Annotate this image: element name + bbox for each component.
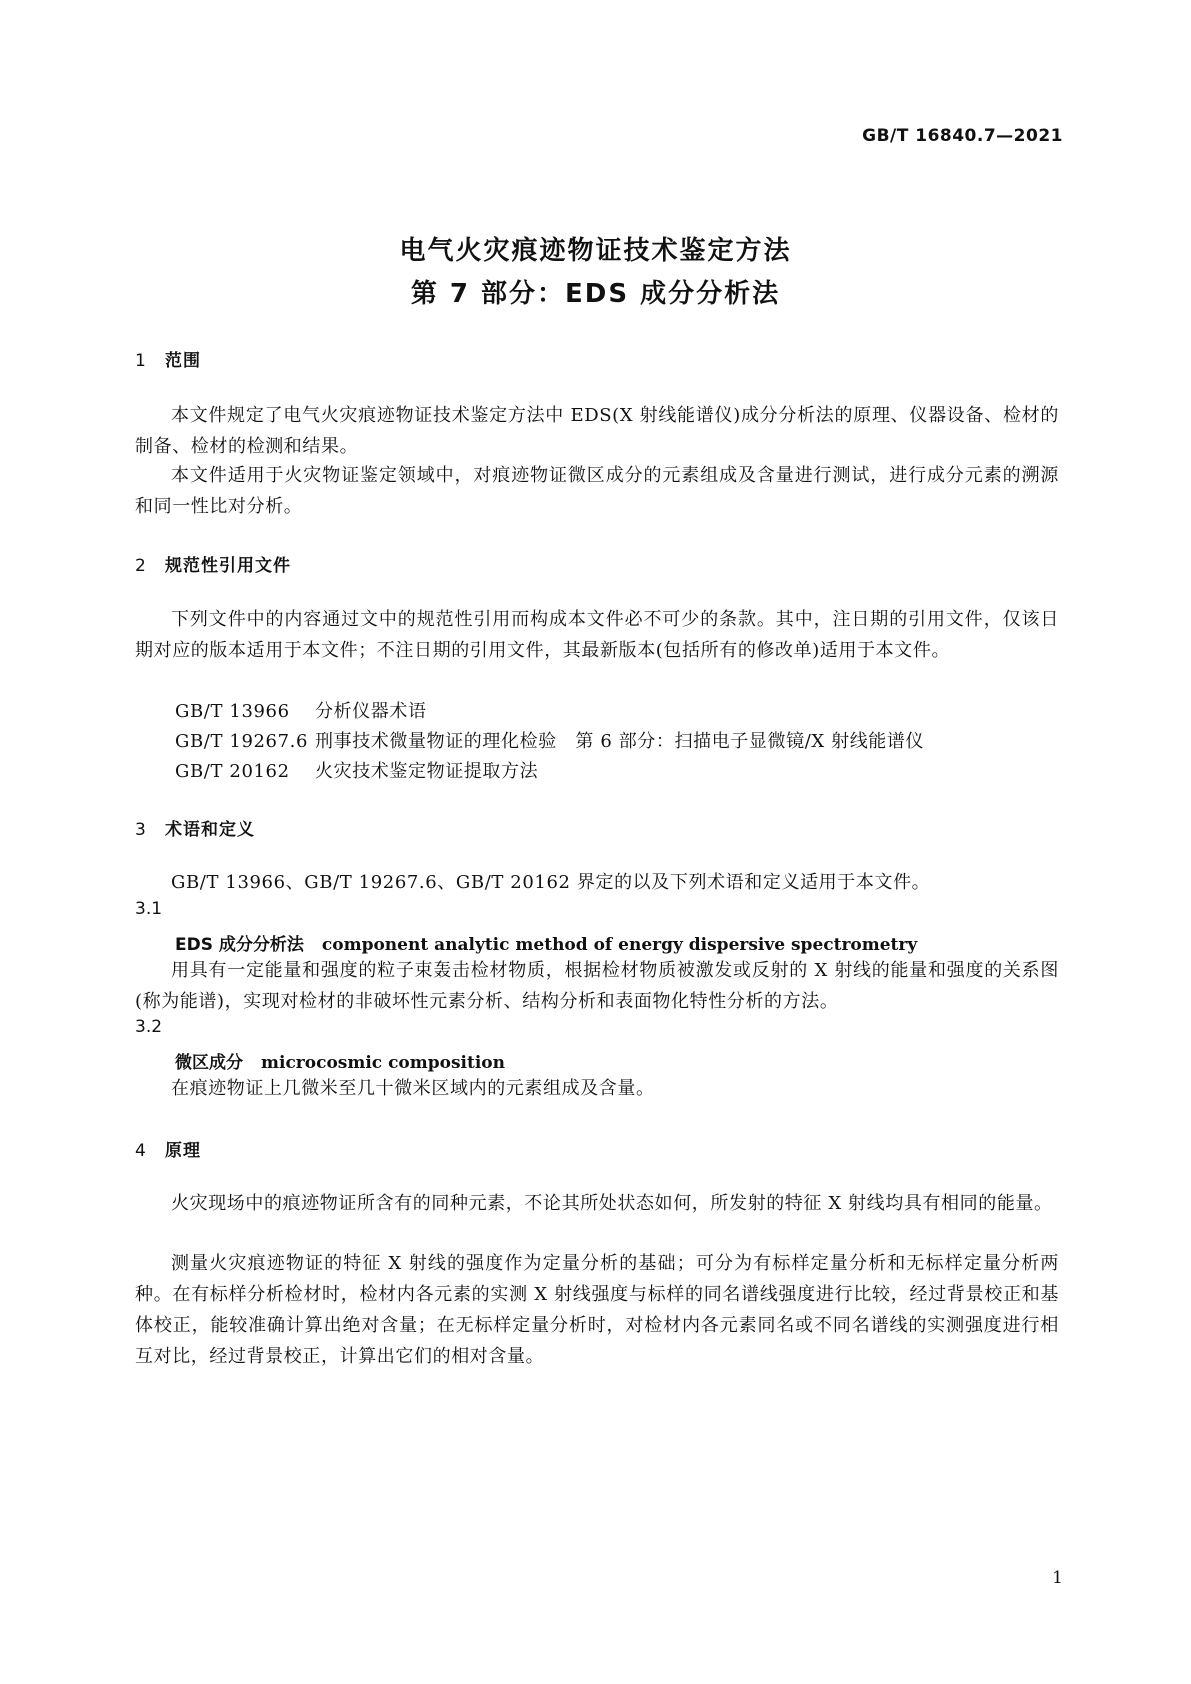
section-1-heading [135, 346, 201, 371]
section-4-heading [135, 1136, 201, 1161]
reference-code: GB/T 20162 [175, 761, 290, 782]
term-english: microcosmic composition [261, 1053, 506, 1073]
section-4-title: 原理 [165, 1141, 201, 1161]
document-title-line2: 第 7 部分：EDS 成分分析法 [410, 279, 781, 309]
term-definition: 在痕迹物证上几微米至几十微米区域内的元素组成及含量。 [171, 1078, 655, 1099]
reference-code: GB/T 13966 [175, 701, 290, 722]
term-definition: 用具有一定能量和强度的粒子束轰击检材物质，根据检材物质被激发或反射的 X 射线的能量和强度的关系图(称为能谱)，实现对检材的非破坏性元素分析、结构分析和表面物化特性分析的方法。 [135, 960, 1059, 1012]
term-english: component analytic method of energy dispersive spectrometry [321, 935, 918, 955]
reference-title: 分析仪器术语 [315, 701, 427, 722]
term-heading [175, 930, 917, 955]
term-heading [175, 1048, 505, 1073]
term-chinese: EDS 成分分析法 [175, 935, 304, 955]
section-1-paragraph-1: 本文件规定了电气火灾痕迹物证技术鉴定方法中 EDS(X 射线能谱仪)成分分析法的原理、仪器设备、检材的制备、检材的检测和结果。 [135, 405, 1059, 457]
section-4-paragraph-1: 火灾现场中的痕迹物证所含有的同种元素，不论其所处状态如何，所发射的特征 X 射线均具有相同的能量。 [171, 1193, 1053, 1214]
section-3-number: 3 [135, 820, 147, 840]
section-1-title: 范围 [165, 351, 201, 371]
section-1-number: 1 [135, 351, 147, 371]
standard-code: GB/T 16840.7—2021 [862, 126, 1063, 146]
section-2-number: 2 [135, 556, 147, 576]
reference-title: 刑事技术微量物证的理化检验 第 6 部分：扫描电子显微镜/X 射线能谱仪 [315, 731, 925, 752]
normative-reference [175, 727, 924, 753]
term-number: 3.2 [135, 1017, 163, 1037]
normative-reference [175, 697, 427, 723]
section-2-paragraph-1: 下列文件中的内容通过文中的规范性引用而构成本文件必不可少的条款。其中，注日期的引用文件，仅该日期对应的版本适用于本文件；不注日期的引用文件，其最新版本(包括所有的修改单)适用于本文件。 [135, 609, 1059, 661]
term-chinese: 微区成分 [175, 1053, 243, 1073]
section-4-paragraph-2: 测量火灾痕迹物证的特征 X 射线的强度作为定量分析的基础；可分为有标样定量分析和无标样定量分析两种。在有标样分析检材时，检材内各元素的实测 X 射线强度与标样的同名谱线强度进行比较，经过背景校正和基体校正，能较准确计算出绝对含量；在无标样定量分析时，对检材内各元素同名或不同名谱线的实测强度进行相互对比，经过背景校正，计算出它们的相对含量。 [135, 1253, 1059, 1367]
reference-code: GB/T 19267.6 [175, 731, 309, 752]
section-3-paragraph-1: GB/T 13966、GB/T 19267.6、GB/T 20162 界定的以及下列术语和定义适用于本文件。 [171, 872, 931, 893]
section-3-title: 术语和定义 [165, 820, 255, 840]
document-title-line1: 电气火灾痕迹物证技术鉴定方法 [399, 236, 792, 266]
reference-title: 火灾技术鉴定物证提取方法 [315, 761, 539, 782]
section-2-title: 规范性引用文件 [165, 556, 291, 576]
term-number: 3.1 [135, 899, 163, 919]
section-1-paragraph-2: 本文件适用于火灾物证鉴定领域中，对痕迹物证微区成分的元素组成及含量进行测试，进行成分元素的溯源和同一性比对分析。 [135, 465, 1059, 517]
section-2-heading [135, 551, 291, 576]
section-4-number: 4 [135, 1141, 147, 1161]
page-number: 1 [1052, 1568, 1063, 1588]
section-3-heading [135, 815, 255, 840]
normative-reference [175, 757, 538, 783]
